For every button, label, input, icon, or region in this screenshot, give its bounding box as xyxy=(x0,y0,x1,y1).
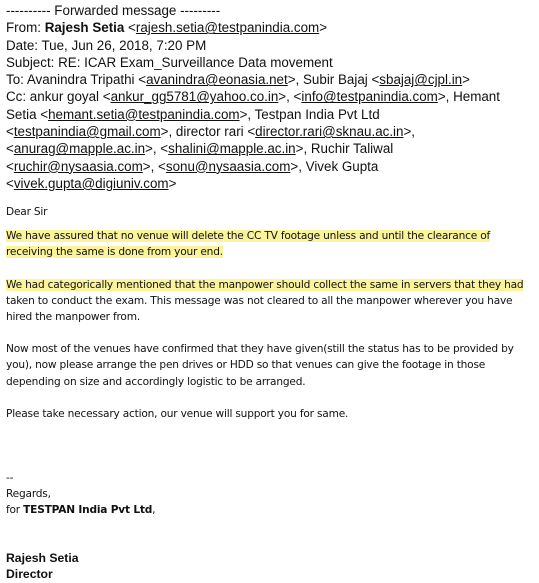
highlight-p1-l2: receiving the same is done from your end. xyxy=(6,246,223,259)
date-line: Date: Tue, Jun 26, 2018, 7:20 PM xyxy=(6,37,207,53)
paragraph-2-line-1 xyxy=(6,277,536,293)
forwarded-line: ---------- Forwarded message --------- xyxy=(6,3,221,18)
paragraph-2-line-2: taken to conduct the exam. This message was not cleared to all the manpower wherever you have xyxy=(6,294,513,307)
to-email-link-1[interactable]: avanindra@eonasia.net xyxy=(146,72,288,88)
email-header xyxy=(6,2,536,192)
from-label: From: xyxy=(6,20,45,36)
cc3-mid: >, director rari < xyxy=(160,124,256,140)
cc-line-5 xyxy=(6,158,536,175)
cc2-prefix: Setia < xyxy=(6,106,49,122)
to-email-link-2[interactable]: sbajaj@cjpl.in xyxy=(379,72,463,88)
cc-end-1: >, Hemant xyxy=(437,89,500,105)
cc-email-link-2[interactable]: info@testpanindia.com xyxy=(301,89,438,105)
paragraph-4-line-1: Please take necessary action, our venue will support you for same. xyxy=(6,407,349,420)
for-prefix: for xyxy=(6,504,24,517)
cc-email-link-10[interactable]: vivek.gupta@digiuniv.com xyxy=(13,175,169,191)
paragraph-3-line-3: depending on size and accordingly logistic to be arranged. xyxy=(6,375,306,388)
cc-email-link-7[interactable]: shalini@mapple.ac.in xyxy=(168,141,296,157)
signature-dashes: -- xyxy=(6,471,14,484)
from-email-close: > xyxy=(319,20,328,36)
to-end: > xyxy=(462,72,470,88)
cc-email-link-1[interactable]: ankur_gg5781@yahoo.co.in xyxy=(110,89,279,105)
from-line xyxy=(6,19,536,36)
to-prefix: To: Avanindra Tripathi < xyxy=(6,72,147,88)
from-email-link[interactable]: rajesh.setia@testpanindia.com xyxy=(135,20,320,36)
cc-prefix: Cc: ankur goyal < xyxy=(6,89,111,105)
cc6-prefix: < xyxy=(6,175,14,191)
paragraph-2-line-3: hired the manpower from. xyxy=(6,310,140,323)
cc-line-1 xyxy=(6,88,536,105)
cc-email-link-9[interactable]: sonu@nysaasia.com xyxy=(165,158,291,174)
to-line xyxy=(6,71,536,88)
cc4-mid: >, < xyxy=(145,141,169,157)
paragraph-3-line-2: you), now please arrange the pen drives or HDD so that venues can give the footage in those xyxy=(6,359,486,372)
cc-line-6 xyxy=(6,175,536,192)
signature-block xyxy=(6,551,78,582)
cc4-end: >, Ruchir Taliwal xyxy=(295,141,394,157)
company-line xyxy=(6,502,536,518)
signature-name: Rajesh Setia xyxy=(6,551,79,565)
highlight-p2-l1: We had categorically mentioned that the manpower should collect the same in servers that they had xyxy=(6,278,524,291)
for-suffix: , xyxy=(152,504,156,517)
cc-mid-1: >, < xyxy=(278,89,302,105)
cc6-end: > xyxy=(168,175,177,191)
cc-email-link-5[interactable]: director.rari@sknau.ac.in xyxy=(255,124,404,140)
cc5-prefix: < xyxy=(6,158,14,174)
cc-line-4 xyxy=(6,140,536,157)
cc2-end: >, Testpan India Pvt Ltd xyxy=(239,106,380,122)
highlight-p1-l1: We have assured that no venue will delete the CC TV footage unless and until the clearance of xyxy=(6,230,491,243)
from-name: Rajesh Setia xyxy=(44,20,125,36)
greeting: Dear Sir xyxy=(6,206,48,218)
cc-line-3 xyxy=(6,123,536,140)
cc5-mid: >, < xyxy=(142,158,166,174)
cc-line-2 xyxy=(6,106,536,123)
signature-title: Director xyxy=(6,566,53,581)
cc-email-link-8[interactable]: ruchir@nysaasia.com xyxy=(13,158,143,174)
cc-email-link-4[interactable]: testpanindia@gmail.com xyxy=(13,124,161,140)
email-body xyxy=(6,204,536,518)
regards-line: Regards, xyxy=(6,488,51,501)
to-mid: >, Subir Bajaj < xyxy=(287,72,380,88)
paragraph-1-line-1 xyxy=(6,228,536,244)
paragraph-3-line-1: Now most of the venues have confirmed that they have given(still the status has to be provided by xyxy=(6,343,514,356)
cc3-end: >, xyxy=(403,124,416,140)
subject-line: Subject: RE: ICAR Exam_Surveillance Data movement xyxy=(6,54,333,70)
cc-email-link-3[interactable]: hemant.setia@testpanindia.com xyxy=(48,106,240,122)
cc4-prefix: < xyxy=(6,141,14,157)
cc5-end: >, Vivek Gupta xyxy=(290,158,379,174)
from-email-open: < xyxy=(124,20,136,36)
paragraph-1-line-2 xyxy=(6,244,536,260)
company-name: TESTPAN India Pvt Ltd xyxy=(23,504,153,517)
cc3-prefix: < xyxy=(6,124,14,140)
cc-email-link-6[interactable]: anurag@mapple.ac.in xyxy=(13,141,146,157)
